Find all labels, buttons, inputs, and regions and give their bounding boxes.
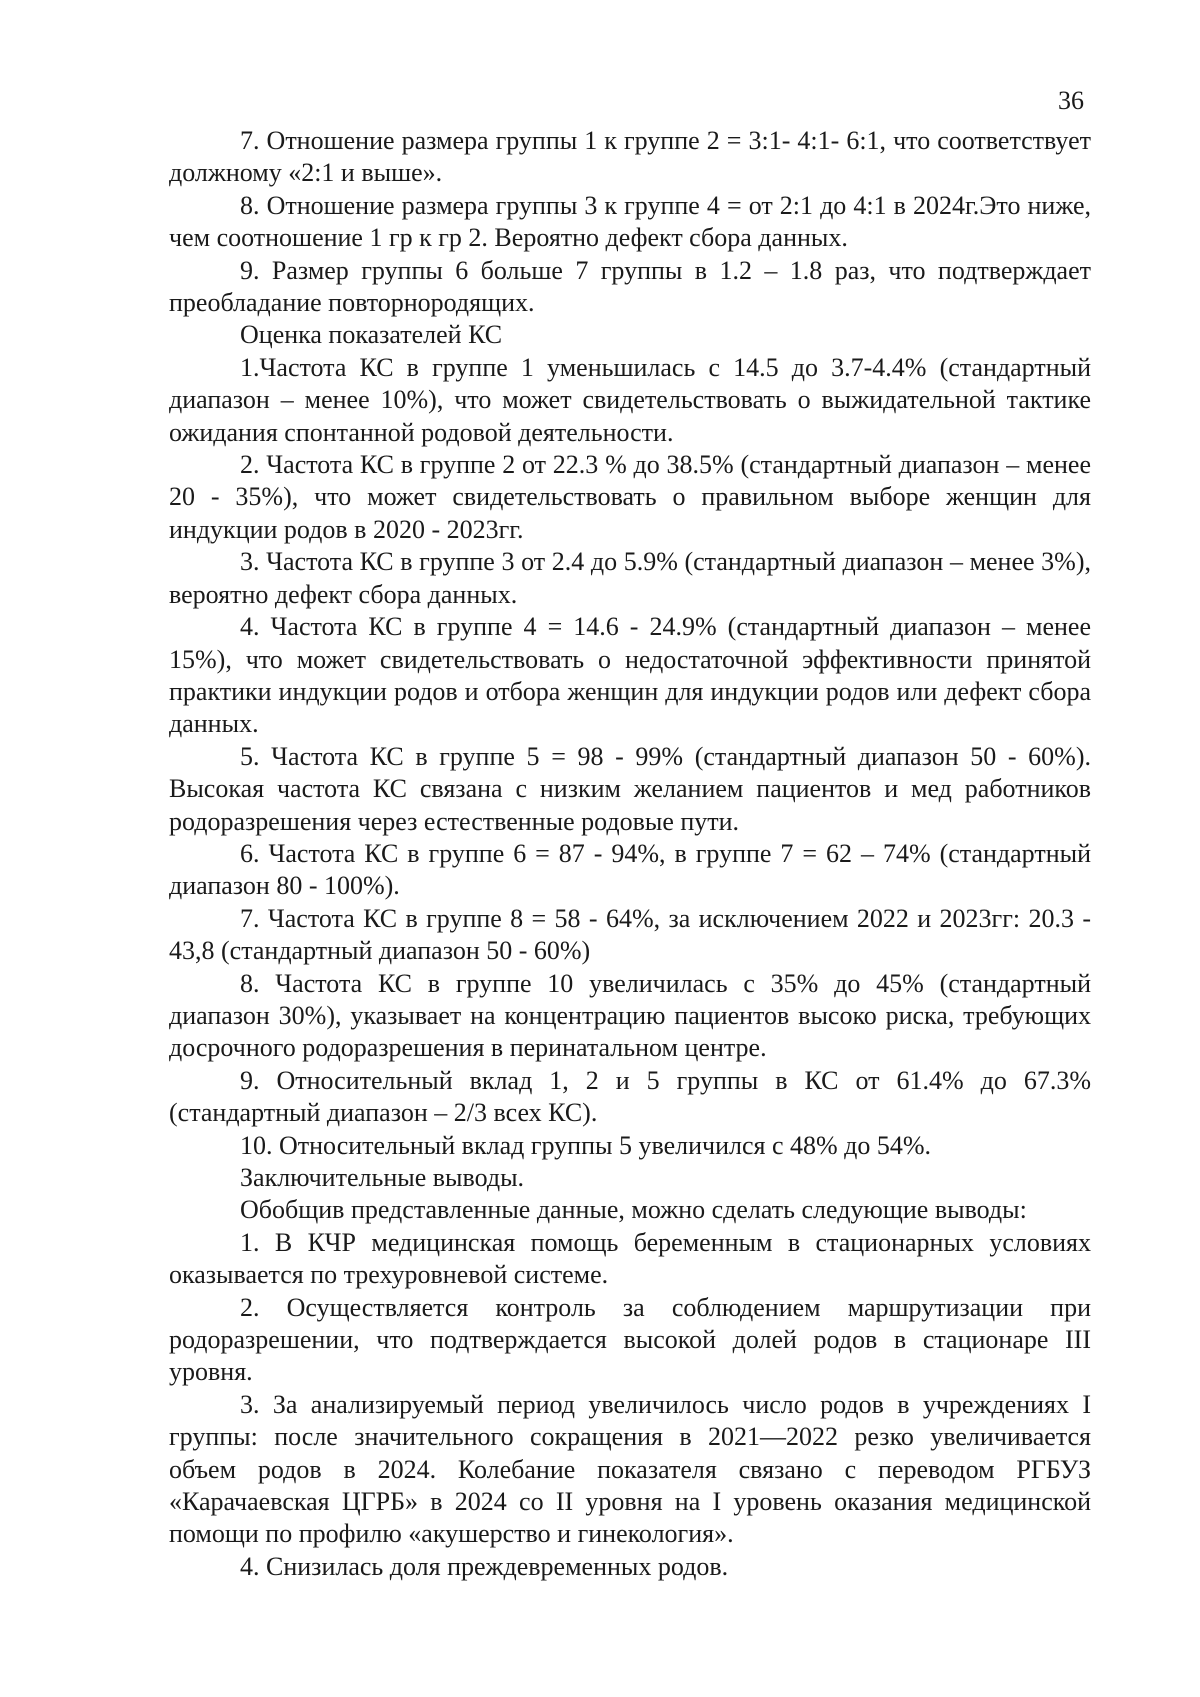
paragraph-cs-group-3: 3. Частота КС в группе 3 от 2.4 до 5.9% (стандартный диапазон – менее 3%), вероятно дефект сбора данных. [169, 547, 1091, 609]
paragraph-cs-group-10: 8. Частота КС в группе 10 увеличилась с 35% до 45% (стандартный диапазон 30%), указывает на концентрацию пациентов высоко риска, требующих досрочного родоразрешения в перинатальном центре. [169, 968, 1091, 1063]
paragraph-group-ratio-3-4: 8. Отношение размера группы 3 к группе 4 = от 2:1 до 4:1 в 2024г.Это ниже, чем соотношение 1 гр к гр 2. Вероятно дефект сбора данных. [169, 190, 1091, 253]
document-body [169, 125, 1091, 1583]
paragraph-cs-group-5: 5. Частота КС в группе 5 = 98 - 99% (стандартный диапазон 50 - 60%). Высокая частота КС связана с низким желанием пациентов и мед работников родоразрешения через естественные родовые пути. [169, 741, 1091, 836]
paragraph-cs-contribution-5: 10. Относительный вклад группы 5 увеличился с 48% до 54%. [240, 1130, 932, 1160]
paragraph-conclusion-2: 2. Осуществляется контроль за соблюдением маршрутизации при родоразрешении, что подтверждается высокой долей родов в стационаре III уровня. [169, 1292, 1091, 1387]
paragraph-conclusion-3: 3. За анализируемый период увеличилось число родов в учреждениях I группы: после значительного сокращения в 2021—2022 резко увеличивается объем родов в 2024. Колебание показателя связано с переводом РГБУЗ «Карачаевская ЦГРБ» в 2024 со II уровня на I уровень оказания медицинской помощи по профилю «акушерство и гинекология». [169, 1389, 1091, 1549]
page-number: 36 [1058, 86, 1084, 115]
section-heading-conclusions: Заключительные выводы. [240, 1163, 525, 1192]
paragraph-conclusion-4: 4. Снизилась доля преждевременных родов. [240, 1551, 729, 1581]
paragraph-cs-group-1: 1.Частота КС в группе 1 уменьшилась с 14.5 до 3.7-4.4% (стандартный диапазон – менее 10%), что может свидетельствовать о выжидательной тактике ожидания спонтанной родовой деятельности. [169, 352, 1091, 447]
paragraph-cs-group-2: 2. Частота КС в группе 2 от 22.3 % до 38.5% (стандартный диапазон – менее 20 - 35%), что может свидетельствовать о правильном выборе женщин для индукции родов в 2020 - 2023гг. [169, 450, 1091, 544]
section-heading-cs-indicators: Оценка показателей КС [240, 320, 503, 350]
paragraph-cs-contribution-1-2-5: 9. Относительный вклад 1, 2 и 5 группы в КС от 61.4% до 67.3% (стандартный диапазон – 2/3 всех КС). [169, 1065, 1091, 1128]
paragraph-conclusions-intro: Обобщив представленные данные, можно сделать следующие выводы: [240, 1195, 1027, 1225]
paragraph-cs-group-4: 4. Частота КС в группе 4 = 14.6 - 24.9% (стандартный диапазон – менее 15%), что может свидетельствовать о недостаточной эффективности принятой практики индукции родов и отбора женщин для индукции родов или дефект сбора данных. [169, 612, 1091, 739]
paragraph-cs-group-6-7: 6. Частота КС в группе 6 = 87 - 94%, в группе 7 = 62 – 74% (стандартный диапазон 80 - 100%). [169, 838, 1091, 901]
paragraph-conclusion-1: 1. В КЧР медицинская помощь беременным в стационарных условиях оказывается по трехуровневой системе. [169, 1227, 1091, 1290]
paragraph-cs-group-8: 7. Частота КС в группе 8 = 58 - 64%, за исключением 2022 и 2023гг: 20.3 - 43,8 (стандартный диапазон 50 - 60%) [169, 903, 1091, 966]
paragraph-group-size-6-7: 9. Размер группы 6 больше 7 группы в 1.2 – 1.8 раз, что подтверждает преобладание повторнородящих. [169, 255, 1091, 318]
paragraph-group-ratio-1-2: 7. Отношение размера группы 1 к группе 2 = 3:1- 4:1- 6:1, что соответствует должному «2:1 и выше». [169, 126, 1091, 188]
